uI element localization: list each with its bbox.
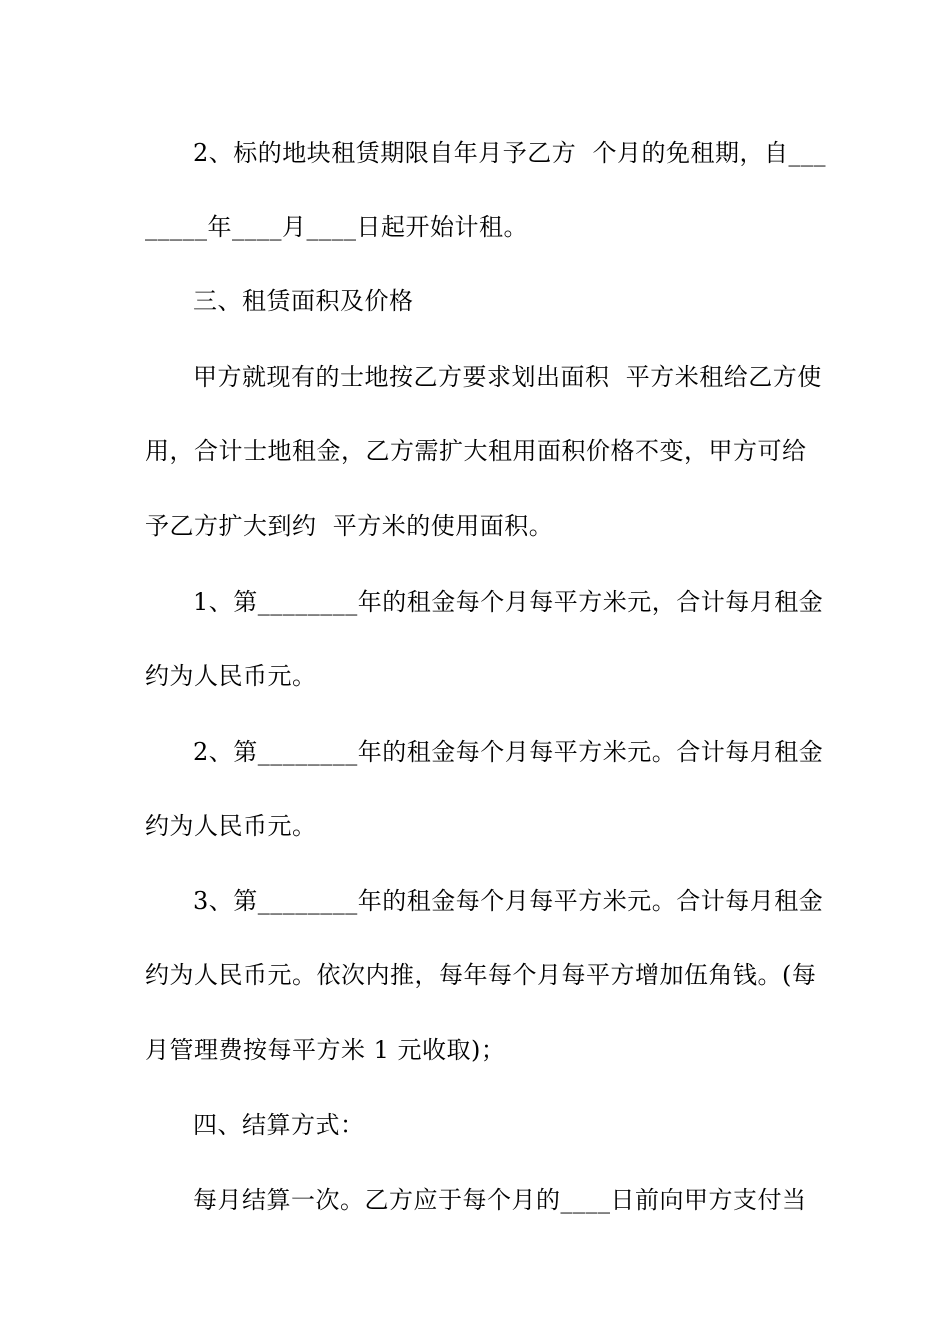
- paragraph-rent-year-3-line-1: 3、第________年的租金每个月每平方米元。合计每月租金: [193, 887, 824, 915]
- paragraph-area-line-3: 予乙方扩大到约 平方米的使用面积。: [145, 512, 554, 540]
- paragraph-rent-year-2-line-2: 约为人民币元。: [145, 812, 317, 840]
- paragraph-lease-term-line-1: 2、标的地块租赁期限自年月予乙方 个月的免租期，自___: [193, 139, 827, 167]
- paragraph-area-line-1: 甲方就现有的士地按乙方要求划出面积 平方米租给乙方使: [193, 363, 822, 391]
- paragraph-lease-term-line-2: _____年____月____日起开始计租。: [145, 213, 528, 241]
- paragraph-rent-year-1-line-1: 1、第________年的租金每个月每平方米元，合计每月租金: [193, 588, 824, 616]
- paragraph-rent-year-3-line-3: 月管理费按每平方米 1 元收取)；: [145, 1036, 506, 1064]
- paragraph-area-line-2: 用，合计士地租金，乙方需扩大租用面积价格不变，甲方可给: [145, 437, 807, 465]
- paragraph-rent-year-3-line-2: 约为人民币元。依次内推，每年每个月每平方增加伍角钱。(每: [145, 961, 817, 989]
- paragraph-rent-year-1-line-2: 约为人民币元。: [145, 662, 317, 690]
- paragraph-settlement-line-1: 每月结算一次。乙方应于每个月的____日前向甲方支付当: [193, 1186, 807, 1214]
- paragraph-rent-year-2-line-1: 2、第________年的租金每个月每平方米元。合计每月租金: [193, 738, 824, 766]
- section-heading-settlement: 四、结算方式：: [193, 1111, 365, 1139]
- section-heading-area-price: 三、租赁面积及价格: [193, 287, 414, 315]
